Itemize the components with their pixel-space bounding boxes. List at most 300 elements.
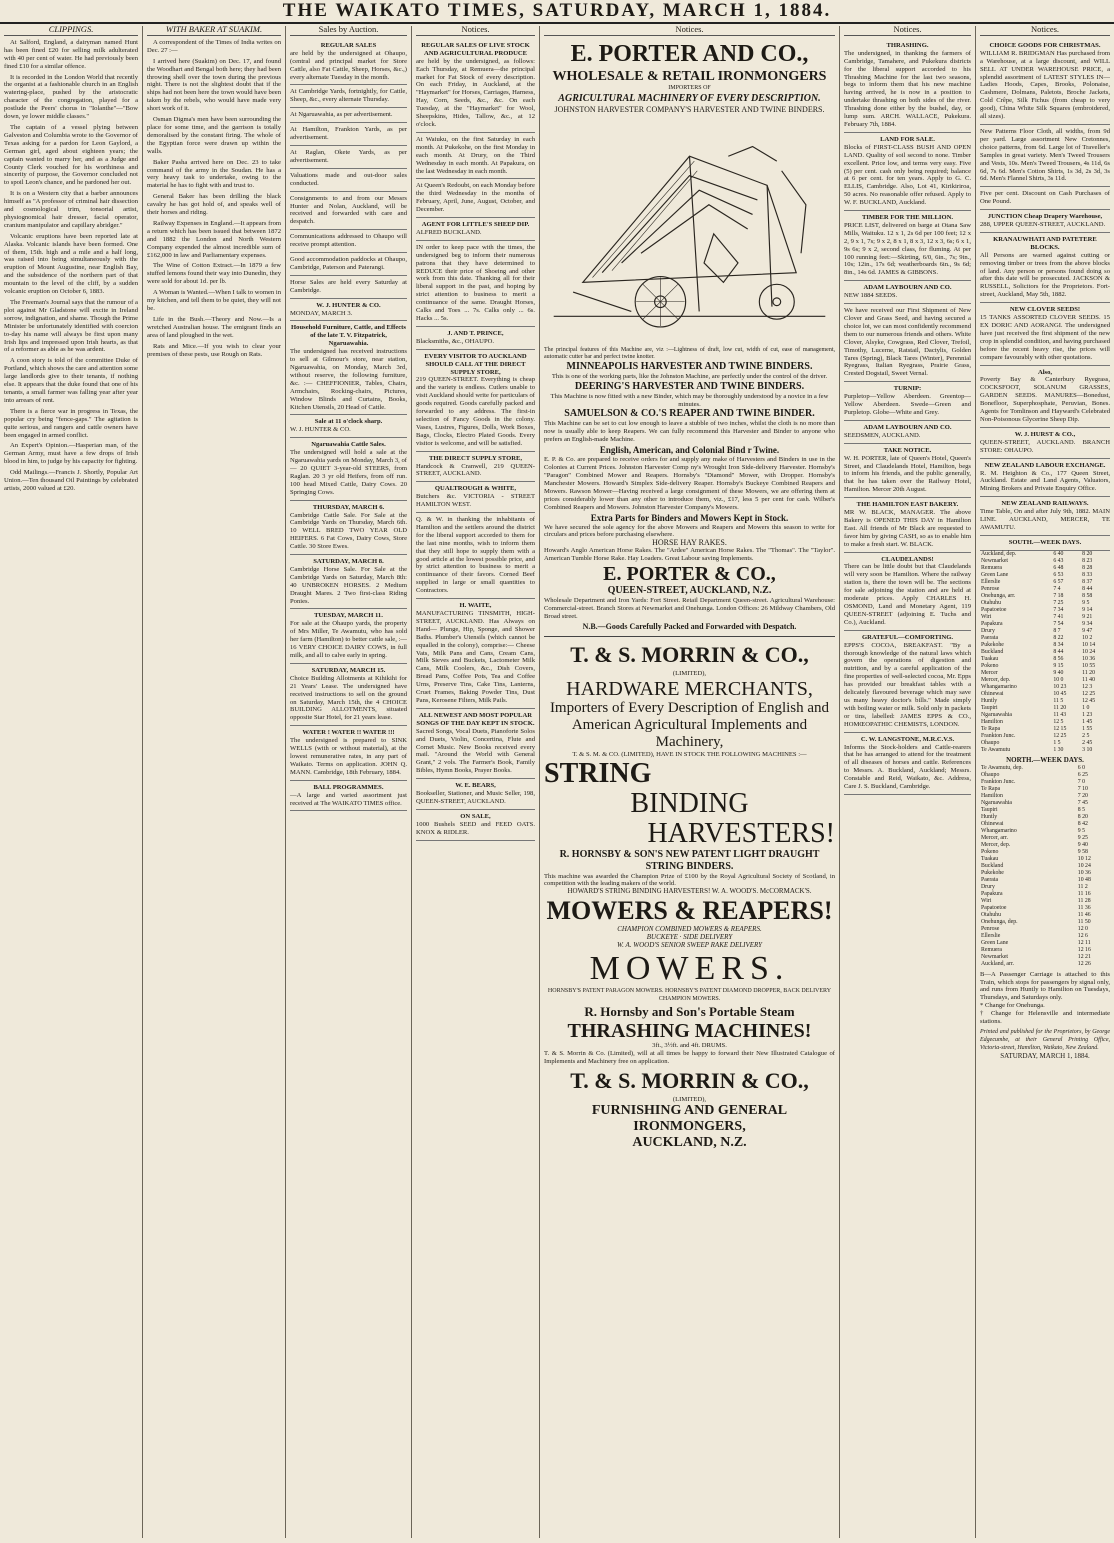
ad-body: 219 QUEEN-STREET. Everything is cheap and the variety is endless. Cutlers unable to visit Auckland should write for particulars of goods required. Goods carefully packed and forwarded to any address. The first-in selection of Fancy Goods in the colony. Vases, Lustres, Figures, Dolls, Work Boxes, Bags, Clocks, Electro Plated Goods. Every visitor is welcome, and will be satisfied. bbox=[416, 376, 535, 447]
ad-title: W. J. HURST & CO., bbox=[1014, 430, 1076, 438]
column-heading: Notices. bbox=[844, 26, 971, 36]
timetable-row bbox=[980, 558, 1110, 565]
departure-time: 11 36 bbox=[1077, 904, 1091, 911]
departure-time: 11 16 bbox=[1077, 890, 1091, 897]
departure-time: 7 34 bbox=[1053, 606, 1064, 613]
departure-time: 1 5 bbox=[1053, 739, 1061, 746]
timetable-row bbox=[980, 912, 1110, 919]
departure-time: 9 40 bbox=[1053, 669, 1064, 676]
advertisement bbox=[290, 609, 407, 663]
advertisement bbox=[844, 133, 971, 211]
station-name: Frankton Junc. bbox=[981, 732, 1016, 739]
timetable-row bbox=[980, 565, 1110, 572]
advertisement bbox=[290, 108, 407, 123]
station-name: Mercer, arr. bbox=[981, 834, 1008, 841]
harvester-illustration bbox=[544, 114, 835, 344]
string-heading: STRING bbox=[544, 757, 652, 789]
station-name: Green Lane bbox=[981, 571, 1009, 578]
station-name: Buckland bbox=[981, 862, 1004, 869]
advertisement bbox=[844, 211, 971, 281]
departure-time: 10 48 bbox=[1077, 876, 1091, 883]
departure-time: 8 42 bbox=[1077, 820, 1088, 827]
station-name: Green Lane bbox=[981, 939, 1009, 946]
advertisement bbox=[290, 169, 407, 192]
timetable-row bbox=[980, 954, 1110, 961]
ad-body: At Queen's Redoubt, on each Monday before the third Wednesday in the months of February, April, June, August, October, and December. bbox=[416, 182, 535, 214]
departure-time: 8 33 bbox=[1082, 571, 1093, 578]
departure-time: 7 54 bbox=[1053, 620, 1064, 627]
timetable-row bbox=[980, 600, 1110, 607]
timetable-row bbox=[980, 807, 1110, 814]
advertisement bbox=[416, 779, 535, 810]
advertisement bbox=[290, 276, 407, 299]
advertisement bbox=[416, 218, 535, 241]
departure-time: 7 20 bbox=[1077, 792, 1088, 799]
station-name: Newmarket bbox=[981, 557, 1009, 564]
departure-time: 6 43 bbox=[1053, 557, 1064, 564]
notices-ads-3 bbox=[980, 39, 1110, 551]
imprint: Printed and published for the Proprietors, by George Edgecumbe, at their General Printing Office, Victoria-street, Hamilton, Waikato, New Zealand. bbox=[980, 1029, 1110, 1051]
departure-time: 12 3 bbox=[1082, 683, 1093, 690]
ad-title: NEW CLOVER SEEDS! bbox=[1009, 306, 1081, 314]
timetable-row bbox=[980, 705, 1110, 712]
station-name: Ellerslie bbox=[981, 578, 1001, 585]
porter2-nb: N.B.—Goods Carefully Packed and Forwarded with Despatch. bbox=[582, 621, 797, 631]
timetable-row bbox=[980, 747, 1110, 754]
departure-time: 6 40 bbox=[1053, 550, 1064, 557]
departure-time: 12 25 bbox=[1082, 690, 1096, 697]
timetable-row bbox=[980, 726, 1110, 733]
rakes-title: HORSE HAY RAKES. bbox=[652, 538, 727, 548]
advertisement bbox=[980, 536, 1110, 551]
ad-body: Horse Sales are held every Saturday at Cambridge. bbox=[290, 278, 407, 294]
steam-body: T. & S. Morrin & Co. (Limited), will at all times be happy to forward their New Illustrated Catalogue of Implements and Machinery free on application. bbox=[544, 1049, 835, 1065]
departure-time: 1 23 bbox=[1082, 711, 1093, 718]
north-heading: NORTH.—WEEK DAYS. bbox=[1006, 755, 1084, 764]
station-name: Pukekohe bbox=[981, 869, 1004, 876]
departure-time: 8 20 bbox=[1077, 813, 1088, 820]
station-name: Frankton Junc. bbox=[981, 778, 1016, 785]
column-heading: Notices. bbox=[980, 26, 1110, 36]
timetable-row bbox=[980, 642, 1110, 649]
departure-time: 9 25 bbox=[1077, 834, 1088, 841]
morrin2-limited: (LIMITED), bbox=[672, 1095, 707, 1103]
ad-body: are held by the undersigned at Ohaupo, (central and principal market for Store Cattle, also Fat Cattle, Sheep, Horses, &c.,) every alternate Tuesday in the month. bbox=[290, 49, 407, 81]
article-paragraph: A Woman is Wanted.—When I talk to women in my kitchen, and tell them to be quiet, they will not be. bbox=[147, 289, 281, 312]
departure-time: 10 23 bbox=[1053, 683, 1067, 690]
station-name: Buckland bbox=[981, 648, 1004, 655]
porter-subtitle: WHOLESALE & RETAIL IRONMONGERS bbox=[552, 68, 827, 84]
advertisement bbox=[980, 459, 1110, 498]
railway-notes bbox=[980, 1002, 1110, 1026]
in-stock-line: T. & S. M. & CO. (LIMITED), HAVE IN STOCK THE FOLLOWING MACHINES :— bbox=[572, 750, 807, 758]
timetable-row bbox=[980, 870, 1110, 877]
timetable-row bbox=[980, 607, 1110, 614]
timetable-row bbox=[980, 772, 1110, 779]
samuelson-body: This Machine can be set to cut low enough to leave a stubble of two inches, whilst the cloth is no more than now is usually able to keep Reapers. We can fully recommend this Harvester and Binder to anyone who prefers an English-made Machine. bbox=[544, 420, 835, 444]
ad-title: THE DIRECT SUPPLY STORE, bbox=[428, 454, 523, 462]
departure-time: 1 30 bbox=[1053, 746, 1064, 753]
column-clippings bbox=[0, 26, 143, 1538]
departure-time: 9 47 bbox=[1082, 627, 1093, 634]
timetable-row bbox=[980, 586, 1110, 593]
morrin-title: T. & S. MORRIN & CO., bbox=[570, 641, 809, 667]
departure-time: 8 22 bbox=[1053, 634, 1064, 641]
ad-body: NEW 1884 SEEDS. bbox=[844, 292, 898, 300]
ad-title: JUNCTION Cheap Drapery Warehouse, bbox=[987, 213, 1103, 221]
porter-johnston: JOHNSTON HARVESTER COMPANY'S HARVESTER AND TWINE BINDERS. bbox=[554, 104, 825, 114]
departure-time: 10 24 bbox=[1077, 862, 1091, 869]
ad-title: TAKE NOTICE. bbox=[883, 446, 932, 454]
timetable-row bbox=[980, 621, 1110, 628]
departure-time: 8 56 bbox=[1053, 655, 1064, 662]
advertisement bbox=[980, 303, 1110, 365]
column-heading: Notices. bbox=[544, 26, 835, 36]
furnishing-line: FURNISHING AND GENERAL IRONMONGERS, bbox=[591, 1103, 788, 1135]
station-name: Remuera bbox=[981, 946, 1002, 953]
timetable-row bbox=[980, 614, 1110, 621]
column-heading: Notices. bbox=[416, 26, 535, 36]
station-name: Te Awamutu bbox=[981, 746, 1011, 753]
timetable-row bbox=[980, 940, 1110, 947]
timetable-row bbox=[980, 656, 1110, 663]
timetable-row bbox=[980, 649, 1110, 656]
departure-time: 6 0 bbox=[1077, 764, 1086, 771]
advertisement bbox=[416, 482, 535, 513]
station-name: Te Rapa bbox=[981, 785, 1001, 792]
departure-time: 12 16 bbox=[1077, 946, 1091, 953]
imprint-date: SATURDAY, MARCH 1, 1884. bbox=[1000, 1051, 1090, 1060]
station-name: Te Rapa bbox=[981, 725, 1001, 732]
ad-title: ADAM LAYBOURN AND CO. bbox=[863, 284, 952, 292]
ad-body: The undersigned, in thanking the farmers of Cambridge, Tamahere, and Pukekura districts for the liberal support accorded to his Thrashing Machine for the last two seasons, begs to inform them that his new machine having arrived, he is now in a position to undertake thrashing on both sides of the river. Thrashing done either by the bushel, day, or lump sum. ARCH. WALLACE, Pukekura. February 7th, 1884. bbox=[844, 49, 971, 128]
departure-time: 7 18 bbox=[1053, 592, 1064, 599]
ad-title: SATURDAY, MARCH 15. bbox=[311, 666, 386, 674]
station-name: Paerata bbox=[981, 634, 999, 641]
ad-title: H. WAITE, bbox=[459, 602, 492, 610]
ad-title: NEW ZEALAND LABOUR EXCHANGE. bbox=[984, 461, 1106, 469]
advertisement bbox=[980, 187, 1110, 210]
station-name: Otahuhu bbox=[981, 599, 1001, 606]
departure-time: 7 41 bbox=[1053, 613, 1064, 620]
column-sales-by-auction bbox=[286, 26, 412, 1538]
advertisement bbox=[290, 85, 407, 108]
article-paragraph: A correspondent of the Times of India writes on Dec. 27 :— bbox=[147, 38, 281, 54]
station-name: Penrose bbox=[981, 925, 1000, 932]
advertisement bbox=[290, 415, 407, 438]
article-paragraph: There is a fierce war in progress in Texas, the popular cry being "fence-gaps." The agitation is quite serious, and rangers and cattle owners have been engaged in armed conflict. bbox=[4, 407, 138, 439]
timetable-row bbox=[980, 814, 1110, 821]
ad-title: KRANAUWHATI AND PATETERE BLOCKS. bbox=[993, 235, 1097, 251]
timetable-row bbox=[980, 884, 1110, 891]
station-name: Drury bbox=[981, 627, 995, 634]
ad-body: We have received our First Shipment of New Clover and Grass Seed, and having secured a choice lot, we can most confidently recommend them to our numerous friends and others. White Clover, Alsyke, Cowgrass, Red Clover, Trefoil, Timothy, Lucerne, Ratstail, Dactylis, Golden Tares (Spring), Black Tares (Winter), Perennial Ryegrass, Italian Ryegrass, Prairie Grass, Crested Dogstail, Sweet Vernal. bbox=[844, 307, 971, 378]
machine-caption: The principal features of this Machine are, viz :—Lightness of draft, low cut, width of cut, ease of management, automatic cutter bar and perfect twine knotter. bbox=[544, 346, 835, 360]
timetable-row bbox=[980, 919, 1110, 926]
station-name: Ohaupo bbox=[981, 739, 1000, 746]
ad-title: TIMBER FOR THE MILLION. bbox=[861, 214, 954, 222]
ad-body: Cambridge Cattle Sale. For Sale at the Cambridge Yards on Thursday, March 6th. 10 WELL BRED TWO YEAR OLD HEIFERS. 6 Fat Cows, Dairy Cows, Store Cattle. 30 Store Ewes. bbox=[290, 511, 407, 551]
station-name: Remuera bbox=[981, 564, 1002, 571]
advertisement bbox=[980, 125, 1110, 187]
ad-title: TURNIP: bbox=[893, 385, 922, 393]
departure-time: 6 57 bbox=[1053, 578, 1064, 585]
departure-time: 11 20 bbox=[1082, 669, 1095, 676]
extra-parts-title: Extra Parts for Binders and Mowers Kept in Stock. bbox=[590, 512, 789, 523]
departure-time: 8 58 bbox=[1082, 592, 1093, 599]
departure-time: 9 58 bbox=[1077, 848, 1088, 855]
ad-body: Blacksmiths, &c., OHAUPO. bbox=[416, 337, 495, 345]
departure-time: 6 25 bbox=[1077, 771, 1088, 778]
advertisement bbox=[844, 498, 971, 552]
timetable-row bbox=[980, 933, 1110, 940]
ad-title: WATER ! WATER !! WATER !!! bbox=[302, 729, 395, 737]
advertisement bbox=[290, 438, 407, 500]
departure-time: 12 6 bbox=[1077, 932, 1088, 939]
departure-time: 11 46 bbox=[1077, 911, 1091, 918]
departure-time: 9 14 bbox=[1082, 606, 1093, 613]
article-paragraph: Osman Digma's men have been surrounding the place for some time, and the garrison is totally demoralised by the constant firing. The whole of the Egyptian force were drawn up within the walls. bbox=[147, 116, 281, 155]
advertisement bbox=[980, 366, 1110, 428]
advertisement bbox=[844, 733, 971, 795]
departure-time: 3 10 bbox=[1082, 746, 1093, 753]
timetable-row bbox=[980, 926, 1110, 933]
departure-time: 7 4 bbox=[1053, 585, 1061, 592]
departure-time: 10 14 bbox=[1082, 641, 1096, 648]
timetable-row bbox=[980, 947, 1110, 954]
hornsby-body: This machine was awarded the Champion Prize of £100 by the Royal Agricultural Society of Scotland, in competition with the leading makers of the world. bbox=[544, 872, 835, 888]
article-paragraph: Baker Pasha arrived here on Dec. 23 to take command of the army in the Soudan. He has a very heavy task to undertake, owing to the material he has to fight with and trust to. bbox=[147, 158, 281, 190]
ad-title: W. J. HUNTER & CO. bbox=[316, 301, 381, 309]
ad-body: SEEDSMEN, AUCKLAND. bbox=[844, 431, 921, 439]
departure-time: 11 50 bbox=[1077, 918, 1091, 925]
timetable-row bbox=[980, 733, 1110, 740]
departure-time: 8 37 bbox=[1082, 578, 1093, 585]
auckland-line: AUCKLAND, N.Z. bbox=[632, 1135, 747, 1151]
ad-body: 15 TANKS ASSORTED CLOVER SEEDS. 15 EX DORIC AND AORANGI. The undersigned have just received the first shipment of the new crop in splendid condition, and having purchased before the recent heavy rise, the prices will compare favourably with other quotations. bbox=[980, 314, 1110, 361]
station-name: Mercer, dep. bbox=[981, 841, 1011, 848]
morrin2-title: T. & S. MORRIN & CO., bbox=[570, 1067, 809, 1093]
advertisement bbox=[290, 299, 407, 322]
timetable-row bbox=[980, 849, 1110, 856]
howard-line: HOWARD'S STRING BINDING HARVESTERS! W. A. WOOD'S. McCORMACK'S. bbox=[567, 887, 812, 896]
ad-title: J. AND T. PRINCE, bbox=[447, 329, 504, 337]
article-paragraph: The Wine of Cotton Extract.—In 1879 a few stuffed lemons found their way into Dunedin, they were sold for about 1d. per lb. bbox=[147, 262, 281, 286]
advertisement bbox=[290, 146, 407, 169]
ad-body: IN order to keep pace with the times, the undersigned beg to inform their numerous patrons that they have determined to REDUCE their price of Shoeing and other work from this date. Thanking all for their liberal support in the past, and hoping by strict attention to business to merit a continuance of the same. Draught Horses, Calks and Toes ... 7s. Calks only ... 6s. Hacks ... 5s. bbox=[416, 243, 535, 322]
station-name: Huntly bbox=[981, 813, 998, 820]
ad-body: Poverty Bay & Canterbury Ryegrass, COCKSFOOT, SOLANUM GRASSES, GARDEN SEEDS. MANURES—Bonedust, Bonefloor, Superphosphate, Peruvian, Bones. Agents for Tomlinson and Hayward's Celebrated Non-Poisonous Glycerine Sheep Dip. bbox=[980, 376, 1110, 423]
advertisement bbox=[980, 39, 1110, 125]
station-name: Huntly bbox=[981, 697, 998, 704]
ad-title: Also, bbox=[1037, 368, 1053, 376]
column-porter-morrin bbox=[540, 26, 840, 1538]
timetable-row bbox=[980, 877, 1110, 884]
paragon-line: HORNSBY'S PATENT PARAGON MOWERS. HORNSBY'S PATENT DIAMOND DROPPER, BACK DELIVERY CHAMPION MOWERS. bbox=[547, 988, 832, 1002]
advertisement bbox=[416, 810, 535, 841]
timetable-row bbox=[980, 891, 1110, 898]
station-name: Taupiri bbox=[981, 806, 998, 813]
ad-title: Sale at 11 o'clock sharp. bbox=[314, 418, 383, 426]
station-name: Auckland, arr. bbox=[981, 960, 1014, 967]
timetable-south bbox=[980, 551, 1110, 754]
railway-footnote: B—A Passenger Carriage is attached to this Train, which stops for passengers by signal only, and runs from Huntly to Hamilton on Tuesdays, Thursdays, and Saturdays only. bbox=[980, 970, 1110, 1002]
departure-time: 2 5 bbox=[1082, 732, 1090, 739]
timetable-row bbox=[980, 691, 1110, 698]
porter2-address: QUEEN-STREET, AUCKLAND, N.Z. bbox=[607, 585, 772, 597]
station-name: Papakura bbox=[981, 890, 1003, 897]
column-notices-1 bbox=[412, 26, 540, 1538]
ad-title: THE HAMILTON EAST BAKERY. bbox=[856, 501, 959, 509]
ad-body: Purpletop—Yellow Aberdeen. Greentop—Yellow Aberdeen. Swede—Green and Purpletop. Globe—White and Grey. bbox=[844, 393, 971, 416]
departure-time: 8 5 bbox=[1077, 806, 1086, 813]
station-name: Whangamarino bbox=[981, 683, 1017, 690]
departure-time: 9 15 bbox=[1053, 662, 1064, 669]
station-name: Ellerslie bbox=[981, 932, 1001, 939]
station-name: Auckland, dep. bbox=[981, 550, 1017, 557]
binding-heading: BINDING bbox=[630, 787, 749, 819]
advertisement bbox=[290, 230, 407, 253]
advertisement bbox=[290, 253, 407, 276]
advertisement bbox=[416, 241, 535, 327]
advertisement bbox=[290, 726, 407, 780]
advertisement bbox=[290, 501, 407, 555]
departure-time: 12 21 bbox=[1077, 953, 1091, 960]
article-paragraph: Rats and Mice.—If you wish to clear your premises of these pests, use Rough on Rats. bbox=[147, 342, 281, 358]
ad-title: ON SALE, bbox=[460, 812, 491, 820]
station-name: Otahuhu bbox=[981, 911, 1001, 918]
timetable-row bbox=[980, 828, 1110, 835]
ad-body: Valuations made and out-door sales conducted. bbox=[290, 171, 407, 187]
timetable-row bbox=[980, 821, 1110, 828]
advertisement bbox=[844, 444, 971, 498]
advertisement bbox=[290, 555, 407, 609]
departure-time: 10 45 bbox=[1053, 690, 1067, 697]
station-name: Pokeno bbox=[981, 662, 999, 669]
ad-body: —A large and varied assortment just received at The WAIKATO TIMES office. bbox=[290, 791, 407, 807]
ad-body: 1000 Bushels SEED and FEED OATS. KNOX & RIDLER. bbox=[416, 820, 535, 836]
timetable-row bbox=[980, 779, 1110, 786]
departure-time: 11 20 bbox=[1053, 704, 1067, 711]
advertisement bbox=[844, 553, 971, 631]
advertisement bbox=[980, 233, 1110, 303]
article-paragraph: Volcanic eruptions have been reported late at Alaska. Volcanic islands have been formed. One of them, 15th. high and a mile and a half long, was raised into being simultaneously with the eruption of Mount Augustine, near English Bay, and the subsidence of the northern part of that mountain to the level of the cliff, by a sudden volcanic eruption on October 6, 1883. bbox=[4, 232, 138, 296]
porter-importers: IMPORTERS OF bbox=[668, 84, 711, 91]
ad-title: Ngaruawahia Cattle Sales. bbox=[311, 441, 386, 449]
departure-time: 10 2 bbox=[1082, 634, 1093, 641]
ad-body: Cambridge Horse Sale. For Sale at the Cambridge Yards on Saturday, March 8th: 40 UNBROKEN HORSES. 2 Medium Draught Mares. 2 Two first-class Riding Ponies. bbox=[290, 565, 407, 605]
drums-line: 3ft., 3½ft. and 4ft. DRUMS. bbox=[652, 1041, 727, 1049]
advertisement bbox=[980, 428, 1110, 459]
timetable-row bbox=[980, 898, 1110, 905]
article-paragraph: General Baker has been drilling the black cavalry he has got hold of, and speaks well of their horses and riding. bbox=[147, 193, 281, 217]
advertisement bbox=[290, 39, 407, 86]
station-name: Whangamarino bbox=[981, 827, 1017, 834]
station-name: Newmarket bbox=[981, 953, 1009, 960]
advertisement bbox=[416, 599, 535, 709]
ad-body: Good accommodation paddocks at Ohaupo, Cambridge, Paterson and Paterangi. bbox=[290, 256, 407, 271]
porter-title: E. PORTER AND CO., bbox=[570, 40, 809, 67]
station-name: Tuakau bbox=[981, 655, 999, 662]
column-heading: WITH BAKER AT SUAKIM. bbox=[147, 26, 281, 36]
timetable-row bbox=[980, 905, 1110, 912]
departure-time: 10 36 bbox=[1077, 869, 1091, 876]
departure-time: 12 45 bbox=[1082, 697, 1096, 704]
departure-time: 9 5 bbox=[1077, 827, 1086, 834]
departure-time: 2 45 bbox=[1082, 739, 1093, 746]
advertisement bbox=[844, 281, 971, 304]
departure-time: 1 45 bbox=[1082, 718, 1093, 725]
departure-time: 11 43 bbox=[1053, 711, 1067, 718]
departure-time: 12 25 bbox=[1053, 732, 1067, 739]
station-name: Onehunga, dep. bbox=[981, 918, 1018, 925]
article-paragraph: At Salford, England, a dairyman named Hunt has been fined £20 for selling milk adulterated with 40 per cent of water. He had previously been fined £10 for a similar offence. bbox=[4, 38, 138, 70]
ad-title: ADAM LAYBOURN AND CO. bbox=[863, 423, 952, 431]
station-name: Ohinewai bbox=[981, 690, 1004, 697]
station-name: Drury bbox=[981, 883, 995, 890]
advertisement bbox=[980, 497, 1110, 536]
ad-body: MR W. BLACK, MANAGER. The above Bakery is OPENED THIS DAY in Hamilton East. All friends of Mr Black are requested to favor him by giving CASH, so as to enable him to make a fresh start. W. BLACK. bbox=[844, 509, 971, 548]
timetable-row bbox=[980, 698, 1110, 705]
departure-time: 11 28 bbox=[1077, 897, 1091, 904]
article-paragraph: An Expert's Opinion.—Hasperian man, of the German Army, must have a few drops of Irish blood in him, to judge by his capacity for fighting. bbox=[4, 442, 138, 466]
timetable-row bbox=[980, 961, 1110, 968]
timetable-row bbox=[980, 551, 1110, 558]
timetable-row bbox=[980, 677, 1110, 684]
departure-time: 12 26 bbox=[1077, 960, 1091, 967]
hornsby-title: R. HORNSBY & SON'S NEW PATENT LIGHT DRAUGHT STRING BINDERS. bbox=[559, 848, 820, 872]
ad-body: At Ngaruawahia, as per advertisement. bbox=[290, 111, 393, 119]
advertisement bbox=[290, 192, 407, 231]
notices-ads-2 bbox=[844, 39, 971, 795]
departure-time: 10 36 bbox=[1082, 655, 1096, 662]
advertisement bbox=[290, 664, 407, 726]
departure-time: 8 44 bbox=[1082, 585, 1093, 592]
ad-body: W. J. HUNTER & CO. bbox=[290, 426, 351, 434]
ad-body: MONDAY, MARCH 3. bbox=[290, 309, 353, 317]
departure-time: 9 40 bbox=[1077, 841, 1088, 848]
departure-time: 7 10 bbox=[1077, 785, 1088, 792]
departure-time: 10 0 bbox=[1053, 676, 1064, 683]
station-name: Onehunga, arr. bbox=[981, 592, 1016, 599]
wood-line: W. A. WOOD'S SENIOR SWEEP RAKE DELIVERY bbox=[616, 941, 763, 950]
departure-time: 11 40 bbox=[1082, 676, 1095, 683]
deering-title: DEERING'S HARVESTER AND TWINE BINDERS. bbox=[574, 380, 805, 392]
station-name: Ohinewai bbox=[981, 820, 1004, 827]
ad-body: Sacred Songs, Vocal Duets, Pianoforte Solos and Duets, Violin, Concertina, Flute and Cornet Music. New Books received every mail. "Around the World with General Grant," 2 vols. The Farmer's Book, Family Bibles, Hymn Books, Prayer Books. bbox=[416, 727, 535, 775]
timetable-row bbox=[980, 800, 1110, 807]
ad-body: Butchers &c. VICTORIA - STREET HAMILTON WEST. bbox=[416, 493, 535, 509]
departure-time: 12 5 bbox=[1053, 718, 1064, 725]
ad-title: W. E. BEARS, bbox=[455, 782, 496, 790]
rakes-body: Howard's Anglo American Horse Rakes. The "Ardee" American Horse Rakes. The "Thomas". The "Taylor". American Tumble Horse Rake. Hay Loaders. Great Labour saving Implements. bbox=[544, 547, 835, 563]
ad-body: 288, UPPER QUEEN-STREET, AUCKLAND. bbox=[980, 221, 1106, 229]
ad-title: REGULAR SALES OF LIVE STOCK AND AGRICULTURAL PRODUCE bbox=[421, 41, 530, 57]
station-name: Ohaupo bbox=[981, 771, 1000, 778]
ad-title: AGENT FOR LITTLE'S SHEEP DIP. bbox=[421, 221, 530, 229]
timetable-row bbox=[980, 712, 1110, 719]
departure-time: 9 34 bbox=[1082, 620, 1093, 627]
clippings-body bbox=[4, 39, 138, 493]
ad-body: EPPS'S COCOA, BREAKFAST. "By a thorough knowledge of the natural laws which govern the operations of digestion and nutrition, and by a careful application of the fine properties of well-selected cocoa, Mr. Epps has provided our breakfast tables with a delicately flavoured beverage which may save us many heavy doctor's bills." Made simply with boiling water or milk. Sold only in packets or tins, labelled: JAMES EPPS & CO., HOMŒOPATHIC CHEMISTS, LONDON. bbox=[844, 641, 971, 728]
steam-heading: R. Hornsby and Son's Portable Steam bbox=[584, 1003, 795, 1019]
departure-time: 7 45 bbox=[1077, 799, 1088, 806]
ad-title: SATURDAY, MARCH 8. bbox=[313, 558, 384, 566]
station-name: Wiri bbox=[981, 613, 992, 620]
column-notices-2 bbox=[840, 26, 976, 1538]
timetable-row bbox=[980, 579, 1110, 586]
column-heading: CLIPPINGS. bbox=[4, 26, 138, 36]
